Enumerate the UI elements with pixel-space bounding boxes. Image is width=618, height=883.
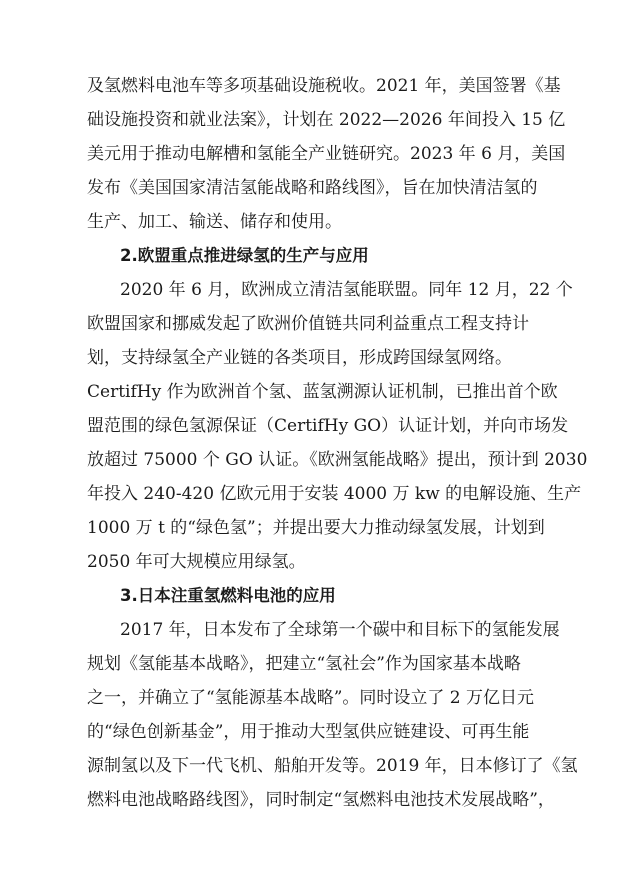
paragraph-line: 2050 年可大规模应用绿氢。 (87, 552, 306, 572)
paragraph-line: 规划《氢能基本战略》，把建立“氢社会”作为国家基本战略 (87, 654, 521, 674)
paragraph-line: 发布《美国国家清洁氢能战略和路线图》，旨在加快清洁氢的 (87, 178, 538, 198)
paragraph-line: 美元用于推动电解槽和氢能全产业链研究。2023 年 6 月，美国 (87, 144, 566, 164)
section-heading: 3.日本注重氢燃料电池的应用 (120, 586, 336, 605)
paragraph-line: 1000 万 t 的“绿色氢”；并提出要大力推动绿氢发展，计划到 (87, 518, 545, 538)
section-heading: 2.欧盟重点推进绿氢的生产与应用 (120, 246, 369, 265)
paragraph-line: 生产、加工、输送、储存和使用。 (87, 212, 342, 232)
paragraph-line: 2020 年 6 月，欧洲成立清洁氢能联盟。同年 12 月，22 个 (120, 280, 573, 300)
paragraph-line: 之一，并确立了“氢能源基本战略”。同时设立了 2 万亿日元 (87, 688, 535, 708)
paragraph-line: 础设施投资和就业法案》，计划在 2022—2026 年间投入 15 亿 (87, 110, 566, 130)
paragraph-line: CertifHy 作为欧洲首个氢、蓝氢溯源认证机制，已推出首个欧 (87, 382, 558, 402)
paragraph-line: 燃料电池战略路线图》，同时制定“氢燃料电池技术发展战略”， (87, 790, 555, 810)
paragraph-line: 年投入 240-420 亿欧元用于安装 4000 万 kw 的电解设施、生产 (87, 484, 582, 504)
paragraph-line: 2017 年，日本发布了全球第一个碳中和目标下的氢能发展 (120, 620, 560, 640)
paragraph-line: 源制氢以及下一代飞机、船舶开发等。2019 年，日本修订了《氢 (87, 756, 578, 776)
paragraph-line: 放超过 75000 个 GO 认证。《欧洲氢能战略》提出，预计到 2030 (87, 450, 588, 470)
paragraph-line: 划，支持绿氢全产业链的各类项目，形成跨国绿氢网络。 (87, 348, 512, 368)
paragraph-line: 的“绿色创新基金”，用于推动大型氢供应链建设、可再生能 (87, 722, 530, 742)
paragraph-line: 欧盟国家和挪威发起了欧洲价值链共同利益重点工程支持计 (87, 314, 529, 334)
paragraph-line: 及氢燃料电池车等多项基础设施税收。2021 年，美国签署《基 (87, 76, 561, 96)
paragraph-line: 盟范围的绿色氢源保证（CertifHy GO）认证计划，并向市场发 (87, 416, 569, 436)
